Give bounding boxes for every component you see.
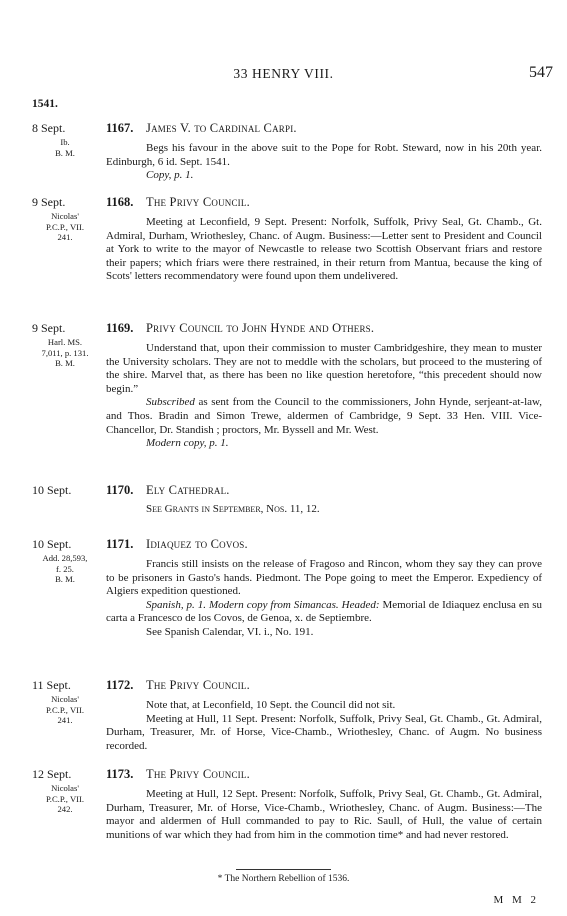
source-line: P.C.P., VII. [45, 704, 85, 715]
entry-note [106, 599, 542, 626]
subscribed-text: as sent from the Council to the commissioners, John Hynde, serjeant-at-law, and Thos. Bradin and Simon Trewe, aldermen of Cambridge, 9 Sept. 33 Hen. VIII. Vice-Chancellor, Dr. Standish ; proctors, Mr. Byssell and Mr. West. [106, 396, 542, 436]
entry-paragraph: Understand that, upon their commission to muster Cambridgeshire, they mean to muster the University scholars. They are not to meddle with the scholars, but proceed to the mustering of the shire. Marvel that, as there has been no like question heretofore, “this precedent should now begin.” [106, 342, 542, 395]
source-line: Nicolas' [51, 694, 79, 704]
entry-body [106, 216, 542, 284]
entry-number: 1168. [106, 195, 134, 209]
entry-source [30, 211, 100, 243]
entry-number: 1169. [106, 321, 134, 335]
running-header [0, 66, 567, 86]
source-line: B. M. [55, 574, 75, 584]
entry-source [30, 137, 100, 158]
source-line: 7,011, p. 131. [41, 347, 89, 358]
entry-body [106, 699, 542, 753]
entry-note: Modern copy, p. 1. [146, 437, 229, 450]
note-label: Spanish, p. 1. Modern copy from Simancas. Headed: [146, 598, 380, 611]
source-line: 241. [57, 232, 73, 242]
entry-number: 1167. [106, 121, 134, 135]
footnote-rule [236, 869, 331, 870]
entry-date: 11 Sept. [32, 678, 71, 692]
subscribed-label: Subscribed [146, 396, 195, 409]
entry-paragraph: Meeting at Hull, 11 Sept. Present: Norfolk, Suffolk, Privy Seal, Gt. Chamb., Gt. Admiral, Durham, Treasurer, Mr. of Horse, Vice-Chamb., Wriothesley, Chanc. of Augm. No business recorded. [106, 712, 542, 752]
entry-title: Privy Council to John Hynde and Others. [146, 321, 375, 335]
entry-body [106, 342, 542, 451]
entry-paragraph: Meeting at Hull, 12 Sept. Present: Norfolk, Suffolk, Privy Seal, Gt. Chamb., Gt. Admiral, Durham, Treasurer, Mr. of Horse, Vice-Chamb., Wriothesley, Chanc. of Augm. Business:—The mayor and aldermen of Hull commanded to pay to Ric. Saull, of Hull, the value of certain munitions of war which they had from him in the commotion time* and had never restored. [106, 788, 542, 841]
entry-date: 9 Sept. [32, 195, 66, 209]
source-line: B. M. [55, 147, 75, 158]
entry-paragraph: Francis still insists on the release of Fragoso and Rincon, whom they say they can prove to be prisoners in Gasto's hands. Piedmont. The Pope going to meet the Emperor. Expediency of Algiers expedition questioned. [106, 558, 542, 598]
entry-number: 1171. [106, 537, 134, 551]
source-line: Ib. [60, 137, 70, 147]
entry-date: 10 Sept. [32, 483, 72, 497]
entry-number: 1172. [106, 678, 134, 692]
footnote: * The Northern Rebellion of 1536. [217, 874, 350, 884]
entry-number: 1173. [106, 767, 134, 781]
source-line: Nicolas' [51, 211, 79, 221]
source-line: Nicolas' [51, 783, 79, 793]
running-title: 33 HENRY VIII. [233, 66, 334, 81]
source-line: 241. [57, 715, 73, 725]
entry-title: The Privy Council. [146, 767, 250, 781]
entry-source [30, 783, 100, 815]
page-number: 547 [529, 64, 553, 81]
source-line: P.C.P., VII. [45, 793, 85, 804]
entry-source [30, 694, 100, 726]
entry-paragraph: Note that, at Leconfield, 10 Sept. the Council did not sit. [146, 699, 396, 711]
source-line: 242. [57, 804, 73, 814]
entry-date: 8 Sept. [32, 121, 66, 135]
source-line: B. M. [55, 358, 75, 368]
note-text: Memorial de Idiaquez enclusa en su carta a Francesco de los Covos, de Genoa, x. de Septiembre. [106, 598, 542, 625]
entry-body [106, 142, 542, 183]
entry-note: Copy, p. 1. [146, 169, 194, 182]
entry-body [106, 788, 542, 842]
signature-mark: M M 2 [493, 894, 539, 906]
entry-date: 10 Sept. [32, 537, 72, 551]
entry-source [30, 337, 100, 369]
entry-see-reference: See Grants in September, Nos. 11, 12. [146, 503, 320, 515]
entry-body [106, 558, 542, 640]
entry-number: 1170. [106, 483, 134, 497]
entry-see-reference: See Spanish Calendar, VI. i., No. 191. [146, 625, 314, 638]
entry-title: The Privy Council. [146, 195, 250, 209]
source-line: Add. 28,593, [42, 553, 88, 563]
entry-title: The Privy Council. [146, 678, 250, 692]
entry-subscription [106, 396, 542, 437]
year-marker: 1541. [32, 98, 58, 110]
entry-body [106, 503, 542, 517]
entry-date: 9 Sept. [32, 321, 66, 335]
entry-title: Ely Cathedral. [146, 483, 230, 497]
source-line: f. 25. [56, 563, 74, 574]
entry-title: James V. to Cardinal Carpi. [146, 121, 297, 135]
entry-date: 12 Sept. [32, 767, 72, 781]
entry-paragraph: Begs his favour in the above suit to the Pope for Robt. Steward, now in his 20th year. Edinburgh, 6 id. Sept. 1541. [106, 142, 542, 168]
entry-source [30, 553, 100, 585]
source-line: Harl. MS. [47, 337, 83, 347]
entry-paragraph: Meeting at Leconfield, 9 Sept. Present: Norfolk, Suffolk, Privy Seal, Gt. Chamb., Gt. Admiral, Durham, Wriothesley, Chanc. of Augm. Business:—Letter sent to President and Council at York to write to the mayor of Newcastle to release two Scottish Observant friars and restore their papers; which friars were there restrained, in their return from Mantua, because the king of Scots' letters recommendatory were found upon them undelivered. [106, 216, 542, 283]
entry-title: Idiaquez to Covos. [146, 537, 248, 551]
source-line: P.C.P., VII. [45, 221, 85, 232]
